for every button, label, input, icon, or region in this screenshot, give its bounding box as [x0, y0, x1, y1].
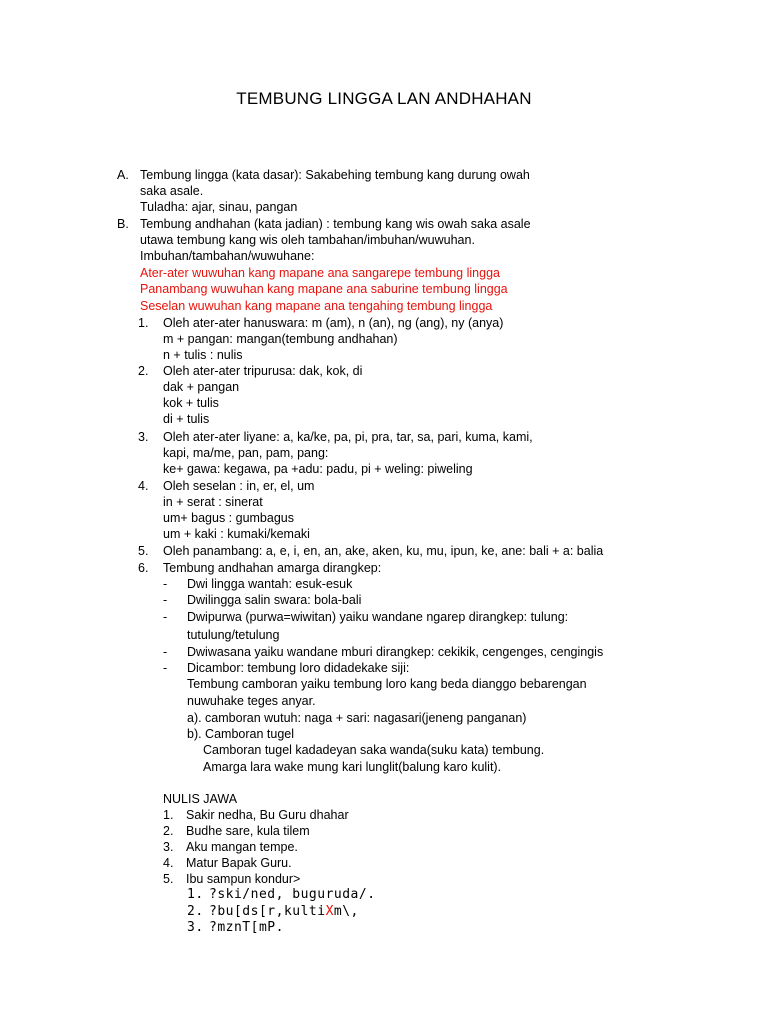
dash-marker: - — [163, 661, 168, 675]
section-b-marker: B. — [117, 217, 129, 231]
nulis-item-1-number: 1. — [163, 808, 174, 822]
dash-item-5-line-1: Dicambor: tembung loro didadekake siji: — [187, 661, 410, 675]
section-b-line-2: utawa tembung kang wis oleh tambahan/imbuhan/wuwuhan. — [140, 233, 475, 247]
nulis-item-4: Matur Bapak Guru. — [186, 856, 292, 870]
aksara-item-3: ?mznT[mP. — [209, 920, 284, 935]
section-b-red-line-3: Seselan wuwuhan kang mapane ana tengahing tembung lingga — [140, 299, 493, 313]
section-b-red-line-2: Panambang wuwuhan kang mapane ana saburine tembung lingga — [140, 282, 508, 296]
aksara-item-1-number: 1. — [187, 887, 204, 902]
nulis-item-5-number: 5. — [163, 872, 174, 886]
item-5-number: 5. — [138, 544, 149, 558]
section-b-red-line-1: Ater-ater wuwuhan kang mapane ana sangarepe tembung lingga — [140, 266, 500, 280]
section-b-line-1: Tembung andhahan (kata jadian) : tembung kang wis owah saka asale — [140, 217, 531, 231]
dash-item-5-line-6: Camboran tugel kadadeyan saka wanda(suku kata) tembung. — [203, 743, 545, 757]
dash-item-5-line-4: a). camboran wutuh: naga + sari: nagasari(jeneng panganan) — [187, 711, 527, 725]
item-6-number: 6. — [138, 561, 149, 575]
item-4-line-2: in + serat : sinerat — [163, 495, 263, 509]
nulis-item-3: Aku mangan tempe. — [186, 840, 298, 854]
item-1-line-3: n + tulis : nulis — [163, 348, 243, 362]
aksara-item-1: ?ski/ned, buguruda/. — [209, 887, 376, 902]
nulis-item-2-number: 2. — [163, 824, 174, 838]
dash-item-5-line-2: Tembung camboran yaiku tembung loro kang beda dianggo bebarengan — [187, 677, 587, 691]
nulis-item-3-number: 3. — [163, 840, 174, 854]
dash-marker: - — [163, 593, 168, 607]
dash-item-5-line-3: nuwuhake teges anyar. — [187, 694, 316, 708]
aksara-item-2-red-part: X — [325, 904, 334, 919]
dash-item-5-line-5: b). Camboran tugel — [187, 727, 295, 741]
aksara-item-2-part-1: ?bu[ds[r,kulti — [209, 904, 326, 919]
item-3-number: 3. — [138, 430, 149, 444]
nulis-item-1: Sakir nedha, Bu Guru dhahar — [186, 808, 349, 822]
item-1-line-2: m + pangan: mangan(tembung andhahan) — [163, 332, 398, 346]
section-a-line-1: Tembung lingga (kata dasar): Sakabehing tembung kang durung owah — [140, 168, 530, 182]
section-a-marker: A. — [117, 168, 129, 182]
nulis-jawa-heading: NULIS JAWA — [163, 792, 238, 806]
item-1-number: 1. — [138, 316, 149, 330]
section-a-line-3: Tuladha: ajar, sinau, pangan — [140, 200, 298, 214]
aksara-item-2 — [209, 904, 359, 920]
section-a-line-2: saka asale. — [140, 184, 204, 198]
item-2-line-1: Oleh ater-ater tripurusa: dak, kok, di — [163, 364, 363, 378]
dash-marker: - — [163, 645, 168, 659]
aksara-item-2-part-2: m\, — [333, 904, 359, 919]
nulis-item-4-number: 4. — [163, 856, 174, 870]
item-2-line-4: di + tulis — [163, 412, 210, 426]
item-4-line-1: Oleh seselan : in, er, el, um — [163, 479, 315, 493]
dash-marker: - — [163, 577, 168, 591]
dash-item-3-line-1: Dwipurwa (purwa=wiwitan) yaiku wandane ngarep dirangkep: tulung: — [187, 610, 569, 624]
item-4-line-3: um+ bagus : gumbagus — [163, 511, 294, 525]
item-4-number: 4. — [138, 479, 149, 493]
item-2-number: 2. — [138, 364, 149, 378]
item-2-line-3: kok + tulis — [163, 396, 219, 410]
item-5-line-1: Oleh panambang: a, e, i, en, an, ake, aken, ku, mu, ipun, ke, ane: bali + a: balia — [163, 544, 604, 558]
dash-marker: - — [163, 610, 168, 624]
item-4-line-4: um + kaki : kumaki/kemaki — [163, 527, 310, 541]
item-3-line-1: Oleh ater-ater liyane: a, ka/ke, pa, pi, pra, tar, sa, pari, kuma, kami, — [163, 430, 533, 444]
dash-item-2: Dwilingga salin swara: bola-bali — [187, 593, 362, 607]
section-b-line-3: Imbuhan/tambahan/wuwuhane: — [140, 249, 315, 263]
item-3-line-3: ke+ gawa: kegawa, pa +adu: padu, pi + weling: piweling — [163, 462, 473, 476]
dash-item-4: Dwiwasana yaiku wandane mburi dirangkep: cekikik, cengenges, cengingis — [187, 645, 604, 659]
aksara-item-2-number: 2. — [187, 904, 204, 919]
item-1-line-1: Oleh ater-ater hanuswara: m (am), n (an), ng (ang), ny (anya) — [163, 316, 504, 330]
aksara-item-3-number: 3. — [187, 920, 204, 935]
dash-item-5-line-7: Amarga lara wake mung kari lunglit(balung karo kulit). — [203, 760, 502, 774]
item-2-line-2: dak + pangan — [163, 380, 240, 394]
item-6-line-1: Tembung andhahan amarga dirangkep: — [163, 561, 382, 575]
page-title: TEMBUNG LINGGA LAN ANDHAHAN — [236, 89, 532, 108]
dash-item-1: Dwi lingga wantah: esuk-esuk — [187, 577, 353, 591]
nulis-item-5: Ibu sampun kondur> — [186, 872, 301, 886]
item-3-line-2: kapi, ma/me, pan, pam, pang: — [163, 446, 329, 460]
dash-item-3-line-2: tutulung/tetulung — [187, 628, 280, 642]
nulis-item-2: Budhe sare, kula tilem — [186, 824, 310, 838]
